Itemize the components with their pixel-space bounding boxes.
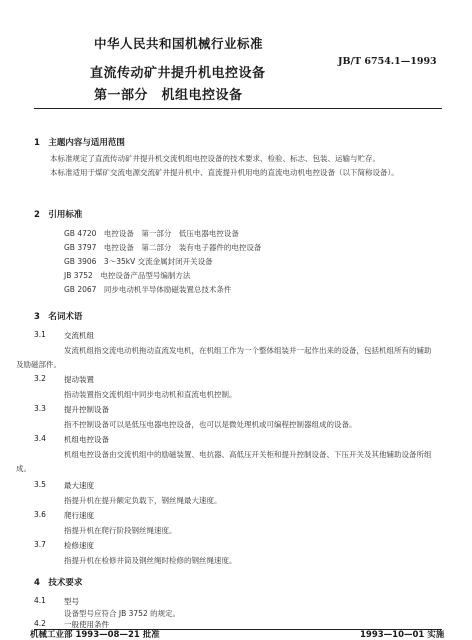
document-subtitle: 第一部分 机组电控设备 (94, 88, 243, 103)
term-number: 3.4 (34, 434, 46, 443)
standard-line: 中华人民共和国机械行业标准 (94, 36, 264, 51)
term-number: 3.3 (34, 404, 46, 413)
term-number: 3.1 (34, 330, 46, 339)
term-name: 提动装置 (64, 375, 94, 384)
term-name: 检修速度 (64, 541, 94, 550)
term-description: 指提升机在检修井筒及钢丝绳时检修的钢丝绳速度。 (64, 556, 237, 565)
term-description: 指提升机在提升额定负载下，钢丝绳最大速度。 (64, 496, 222, 505)
term-number: 3.2 (34, 374, 46, 383)
section-1-heading: 1 主题内容与适用范围 (34, 138, 125, 148)
term-name: 型号 (64, 597, 79, 606)
reference-item: GB 3797 电控设备 第二部分 装有电子器件的电控设备 (64, 243, 262, 252)
term-number: 3.6 (34, 510, 46, 519)
reference-item: GB 2067 同步电动机半导体励磁装置总技术条件 (64, 285, 232, 294)
term-description: 机组电控设备由交流机组中的励磁装置、电抗器、高低压开关柜和提升控制设备、下压开关及其他辅助设备所组成。 (16, 450, 432, 473)
term-description: 指动装置指交流机组中同步电动机和直流电机控制。 (64, 390, 237, 399)
section-2-heading: 2 引用标准 (34, 210, 83, 220)
reference-item: GB 3906 3～35kV 交流金属封闭开关设备 (64, 257, 213, 266)
term-number: 4.2 (34, 619, 46, 628)
header-rule (34, 108, 442, 109)
term-name: 机组电控设备 (64, 435, 109, 444)
term-number: 4.1 (34, 596, 46, 605)
term-name: 提升控制设备 (64, 405, 109, 414)
term-description: 指提升机在爬行阶段钢丝绳速度。 (64, 526, 177, 535)
term-name: 交流机组 (64, 331, 94, 340)
term-name: 最大速度 (64, 481, 94, 490)
approval-date: 机械工业部 1993—08—21 批准 (30, 630, 160, 640)
section-1-paragraph-1: 本标准规定了直流传动矿井提升机交流机组电控设备的技术要求、检验、标志、包装、运输与贮存。 (50, 154, 380, 163)
term-number: 3.5 (34, 480, 46, 489)
standard-code: JB/T 6754.1—1993 (338, 56, 437, 67)
implementation-date: 1993—10—01 实施 (360, 630, 445, 640)
section-4-heading: 4 技术要求 (34, 578, 83, 588)
section-3-heading: 3 名词术语 (34, 312, 83, 322)
term-number: 3.7 (34, 540, 46, 549)
term-description: 发流机组指交流电动机拖动直流发电机，在机组工作为一个整体组装并一起作出来的设备，包括机组所有的辅助及励磁部件。 (16, 346, 432, 369)
reference-item: JB 3752 电控设备产品型号编制方法 (64, 271, 191, 280)
term-name: 一般使用条件 (64, 620, 109, 629)
term-description: 设备型号应符合 JB 3752 的规定。 (64, 609, 181, 618)
document-title: 直流传动矿井提升机电控设备 (90, 66, 266, 81)
reference-item: GB 4720 电控设备 第一部分 低压电器电控设备 (64, 229, 239, 238)
section-1-paragraph-2: 本标准适用于煤矿交流电源交流矿井提升机中、直流提升机用电的直流电动机电控设备（以下简称设备）。 (50, 168, 399, 177)
term-description: 指不控制设备可以是低压电器电控设备，也可以是微处理机或可编程控制器组成的设备。 (64, 420, 357, 429)
term-name: 爬行速度 (64, 511, 94, 520)
